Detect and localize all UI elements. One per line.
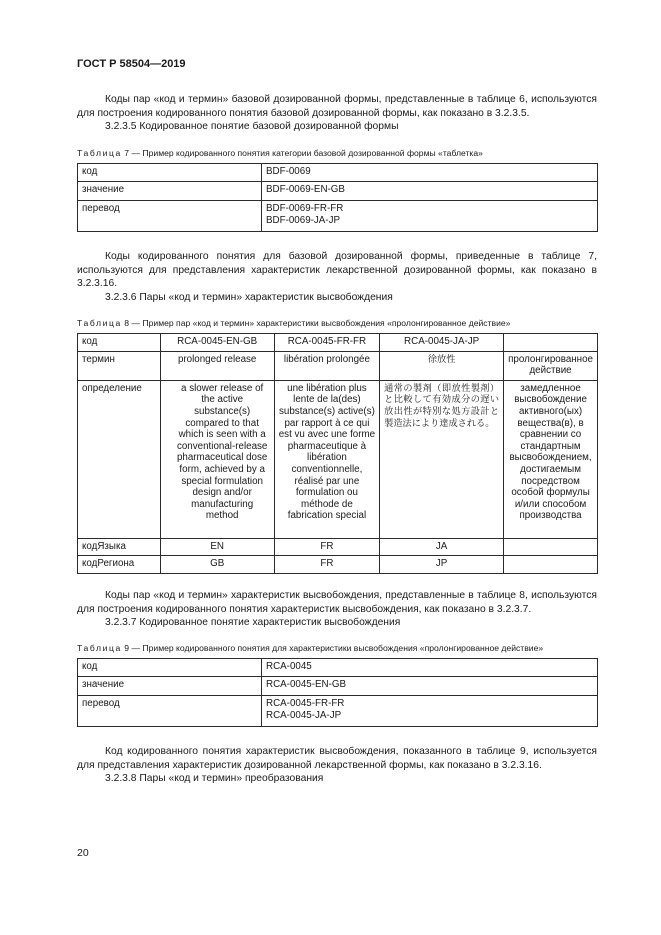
section-heading-3238 (77, 772, 597, 786)
section-heading-text: 3.2.3.5 Кодированное понятие базовой дозированной формы (105, 121, 399, 132)
table-cell-key: перевод (78, 695, 262, 726)
value-text: RCA-0045-EN-GB (266, 679, 347, 691)
table-row (78, 380, 598, 538)
table-cell-key: код (78, 164, 262, 182)
section-heading-3236 (77, 291, 597, 305)
table-row (78, 538, 598, 556)
table-label: Таблица (77, 148, 122, 158)
value-text: BDF-0069-EN-GB (266, 184, 345, 196)
table-cell-fr: FR (274, 538, 379, 556)
table-cell-ja: 通常の製剤（即放性製剤）と比較して有効成分の遅い放出性が特別な処方設計と製造法により達成される。 (380, 380, 504, 538)
table-cell-key: значение (78, 182, 262, 200)
paragraph-text: Коды пар «код и термин» базовой дозированной формы, представленные в таблице 6, используются для построения кодированного понятия базовой дозированной формы, как показано в 3.2.3.5. (77, 94, 597, 119)
table9-caption (77, 643, 543, 653)
paragraph-text: Коды кодированного понятия для базовой дозированной формы, приведенные в таблице 7, используются для представления характеристик лекарственной дозированной формы, как показано в 3.2.3.16. (77, 251, 597, 289)
table-title: — Пример кодированного понятия для характеристики высвобождения «пролонгированное действие» (131, 643, 544, 653)
table-cell-en: RCA-0045-EN-GB (160, 334, 274, 352)
value-text: RCA-0045-FR-FR (266, 697, 345, 709)
table-row (78, 677, 598, 695)
table-cell-value (262, 182, 598, 200)
paragraph-table7-reference (77, 250, 597, 291)
section-heading-text: 3.2.3.7 Кодированное понятие характеристик высвобождения (105, 617, 401, 628)
table-title: — Пример кодированного понятия категории базовой дозированной формы «таблетка» (131, 148, 483, 158)
value-text-2: BDF-0069-JA-JP (266, 215, 341, 227)
paragraph-text: Код кодированного понятия характеристик высвобождения, показанного в таблице 9, используется для представления характеристик дозированной лекарственной формы, как показано в 3.2.3.16. (77, 746, 597, 771)
table-cell-ja: JA (380, 538, 504, 556)
table-cell-key: значение (78, 677, 262, 695)
table-cell-fr: FR (274, 556, 379, 574)
table-number: 8 (124, 318, 130, 328)
table7-caption (77, 148, 483, 158)
table-cell-key: код (78, 659, 262, 677)
table-row (78, 659, 598, 677)
table-cell-ja: RCA-0045-JA-JP (380, 334, 504, 352)
table-cell-label: код (78, 334, 161, 352)
value-text: BDF-0069-FR-FR (266, 202, 344, 214)
table-row (78, 334, 598, 352)
section-heading-text: 3.2.3.8 Пары «код и термин» преобразования (105, 773, 324, 784)
table-cell-en: GB (160, 556, 274, 574)
section-heading-3237 (77, 616, 597, 630)
table-cell-ja: JP (380, 556, 504, 574)
paragraph-table6-reference (77, 93, 597, 120)
table-cell-en: a slower release of the active substance(s) compared to that which is seen with a conventional-release pharmaceutical dose form, achieved by a special formulation design and/or manufacturing method (160, 380, 274, 538)
table-row (78, 351, 598, 380)
table-number: 7 (124, 148, 130, 158)
table-cell-ru: замедленное высвобождение активного(ых) вещества(в), в сравнении со стандартным высвобождением, достигаемым посредством особой формулы и/или способом производства (504, 380, 598, 538)
table-cell-value (262, 164, 598, 182)
table-cell-value (262, 677, 598, 695)
table-cell-ja: 徐放性 (380, 351, 504, 380)
table9 (77, 658, 598, 727)
table7 (77, 163, 598, 232)
paragraph-table9-reference (77, 745, 597, 772)
section-heading-text: 3.2.3.6 Пары «код и термин» характеристик высвобождения (105, 292, 393, 303)
value-text: BDF-0069 (266, 166, 311, 177)
table8 (77, 333, 598, 574)
table-label: Таблица (77, 643, 122, 653)
table-cell-value (262, 659, 598, 677)
table-cell-value (262, 200, 598, 231)
table-title: — Пример пар «код и термин» характеристики высвобождения «пролонгированное действие» (131, 318, 511, 328)
paragraph-text: Коды пар «код и термин» характеристик высвобождения, представленные в таблице 8, используются для построения кодированного понятия характеристик высвобождения, как показано в 3.2.3.7. (77, 590, 597, 615)
table-cell-label: кодЯзыка (78, 538, 161, 556)
document-code-header: ГОСТ Р 58504—2019 (77, 58, 186, 70)
table-cell-fr: une libération plus lente de la(des) substance(s) active(s) par rapport à ce qui est vu avec une forme pharmaceutique à libération conventionnelle, réalisé par une formulation ou méthode de fabrication special (274, 380, 379, 538)
table-cell-value (262, 695, 598, 726)
table-cell-label: определение (78, 380, 161, 538)
table-cell-ru (504, 556, 598, 574)
table-cell-fr: libération prolongée (274, 351, 379, 380)
table-cell-label: термин (78, 351, 161, 380)
page-number: 20 (77, 847, 89, 859)
table-row (78, 695, 598, 726)
value-text: RCA-0045 (266, 661, 312, 672)
table-cell-ru (504, 334, 598, 352)
paragraph-table8-reference (77, 589, 597, 616)
table-cell-ru: пролонгированное действие (504, 351, 598, 380)
table-row (78, 182, 598, 200)
table-row (78, 556, 598, 574)
table-number: 9 (124, 643, 130, 653)
section-heading-3235 (77, 120, 597, 134)
table-cell-key: перевод (78, 200, 262, 231)
table-cell-fr: RCA-0045-FR-FR (274, 334, 379, 352)
table-cell-en: prolonged release (160, 351, 274, 380)
table-cell-label: кодРегиона (78, 556, 161, 574)
table-row (78, 164, 598, 182)
table-cell-ru (504, 538, 598, 556)
table-label: Таблица (77, 318, 122, 328)
table-cell-en: EN (160, 538, 274, 556)
table8-caption (77, 318, 510, 328)
value-text-2: RCA-0045-JA-JP (266, 710, 342, 722)
table-row (78, 200, 598, 231)
